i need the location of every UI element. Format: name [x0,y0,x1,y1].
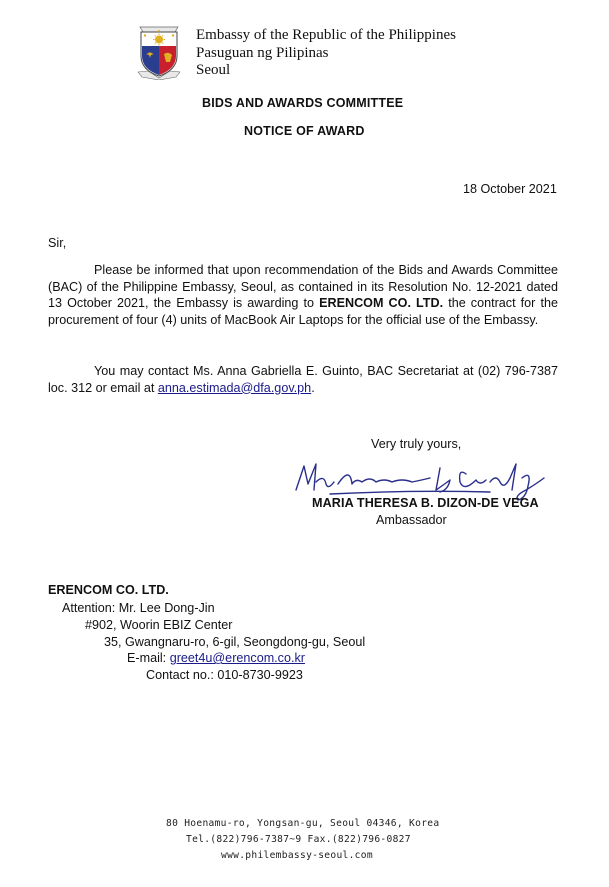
paragraph-award-text-1: Please be informed that upon recommendation of the Bids and Awards Committee (BAC) of the Philippine Embassy, Seoul, as contained in its Resolution No. 12-2021 dated 13 October 2021, the Embassy is awarding to [48,263,558,310]
letterhead-line-3: Seoul [196,62,231,78]
closing-line: Very truly yours, [371,437,462,451]
paragraph-award [48,262,558,328]
letter-date: 18 October 2021 [463,182,557,196]
paragraph-award-text-2: the contract for the procurement of four (4) units of MacBook Air Laptops for the official use of the Embassy. [48,296,558,327]
committee-heading: BIDS AND AWARDS COMMITTEE [202,96,404,110]
letterhead-line-2: Pasuguan ng Pilipinas [196,45,329,61]
paragraph-contact [48,363,558,396]
recipient-company: ERENCOM CO. LTD. [48,583,169,597]
recipient-attention: Attention: Mr. Lee Dong-Jin [62,601,215,615]
recipient-contact: Contact no.: 010-8730-9923 [146,668,303,682]
recipient-address-1: #902, Woorin EBIZ Center [85,618,233,632]
recipient-email-label: E-mail: [127,651,170,665]
philippine-coat-of-arms-icon [134,22,184,80]
recipient-email-line [127,650,305,667]
recipient-address-2: 35, Gwangnaru-ro, 6-gil, Seongdong-gu, Seoul [104,635,366,649]
signatory-title: Ambassador [376,513,447,527]
notice-title: NOTICE OF AWARD [244,124,365,138]
footer-phone: Tel.(822)796-7387~9 Fax.(822)796-0827 [186,834,411,845]
salutation: Sir, [48,236,67,250]
bac-email-link[interactable]: anna.estimada@dfa.gov.ph [157,380,312,395]
signatory-name: MARIA THERESA B. DIZON-DE VEGA [312,496,539,510]
paragraph-contact-text: You may contact Ms. Anna Gabriella E. Guinto, BAC Secretariat at (02) 796-7387 loc. 312 or email at [48,364,558,395]
awardee-name-bold: ERENCOM CO. LTD. [319,296,444,310]
footer-address: 80 Hoenamu-ro, Yongsan-gu, Seoul 04346, Korea [166,818,440,829]
paragraph-contact-end: . [311,380,315,395]
letterhead-line-1: Embassy of the Republic of the Philippines [196,27,456,43]
footer-website: www.philembassy-seoul.com [221,850,373,861]
recipient-email-link[interactable]: greet4u@erencom.co.kr [169,651,305,665]
